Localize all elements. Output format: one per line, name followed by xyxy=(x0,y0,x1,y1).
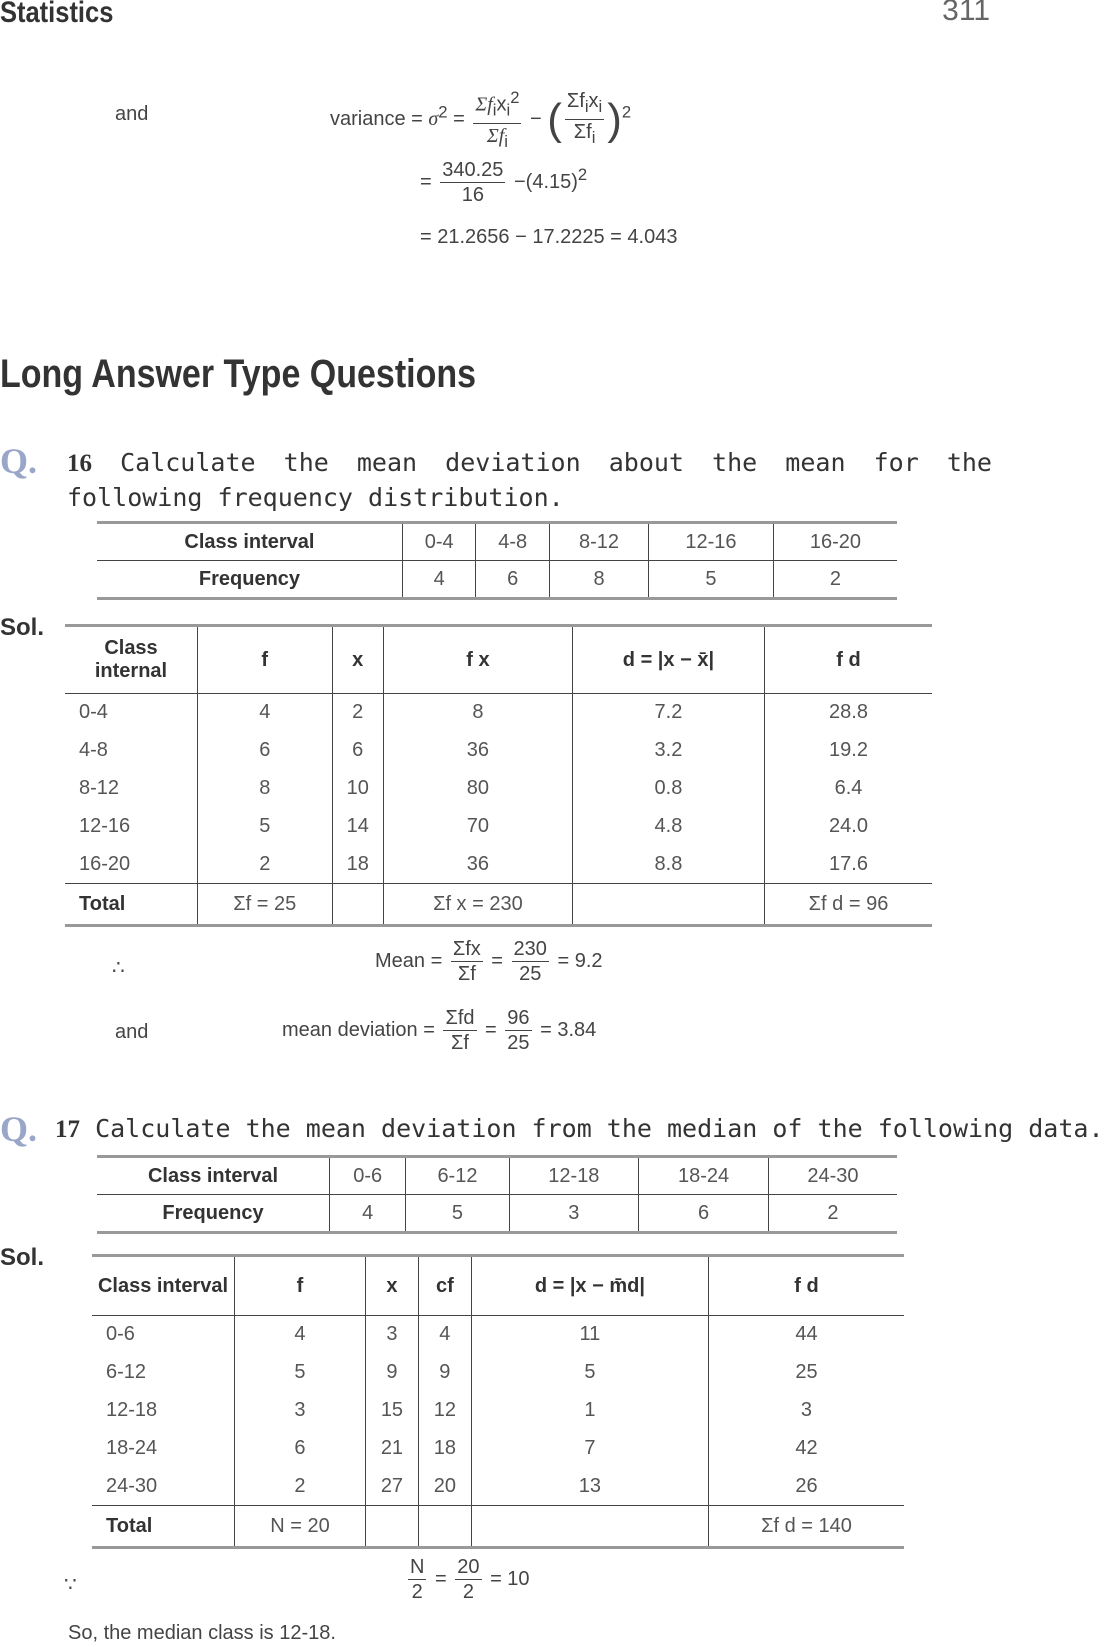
cell: 3 xyxy=(708,1392,904,1430)
cell: 6 xyxy=(235,1430,366,1468)
cell: 0.8 xyxy=(572,770,764,808)
cell: 2 xyxy=(235,1468,366,1506)
header-cell: x xyxy=(332,626,383,694)
num: 96 xyxy=(507,1007,530,1029)
question-text: Calculate the mean deviation about the mean for the following frequency distribution. xyxy=(67,448,992,512)
median-position-formula: $\frac{N}{2}$ = $\frac{20}{2}$ = 10 xyxy=(410,1556,530,1603)
md-label: mean deviation = xyxy=(282,1018,435,1041)
cell: 4 xyxy=(330,1195,406,1233)
header-cell: f d xyxy=(765,626,933,694)
total-cell xyxy=(471,1506,708,1548)
cell: 12 xyxy=(418,1392,471,1430)
median-class-text: So, the median class is 12-18. xyxy=(68,1622,336,1644)
header-cell: x xyxy=(365,1256,418,1316)
cell: 5 xyxy=(235,1354,366,1392)
q16-mark xyxy=(0,440,37,482)
q16-sol-label: Sol. xyxy=(0,614,45,641)
cell: 6 xyxy=(198,732,333,770)
table-row xyxy=(65,808,932,846)
cell: 25 xyxy=(708,1354,904,1392)
num: Σfd xyxy=(445,1007,475,1029)
cell: 8.8 xyxy=(572,846,764,884)
total-cell xyxy=(572,884,764,926)
cell: 4 xyxy=(418,1316,471,1354)
cell: 6 xyxy=(639,1195,769,1233)
cell: 1 xyxy=(471,1392,708,1430)
total-row xyxy=(65,884,932,926)
num: 230 xyxy=(513,938,547,960)
header-cell: Class internal xyxy=(94,637,168,682)
mean-result: = 9.2 xyxy=(557,949,603,972)
cell: 12-16 xyxy=(649,523,774,561)
cell: 19.2 xyxy=(765,732,933,770)
total-cell xyxy=(418,1506,471,1548)
cell: 2 xyxy=(332,694,383,732)
cell: 6 xyxy=(332,732,383,770)
den: 16 xyxy=(461,184,484,206)
den: 25 xyxy=(507,1032,530,1054)
q-number: 17 xyxy=(55,1116,80,1143)
total-cell: Σf = 25 xyxy=(198,884,333,926)
cell: 8 xyxy=(198,770,333,808)
header-cell: cf xyxy=(418,1256,471,1316)
header-cell: f xyxy=(198,626,333,694)
cell: 18-24 xyxy=(639,1157,769,1195)
cell: 5 xyxy=(649,561,774,599)
page-number: 311 xyxy=(942,0,990,27)
cell: 12-16 xyxy=(79,815,131,837)
header-cell: d = |x − x̄| xyxy=(572,626,764,694)
q16-solution-table xyxy=(65,624,932,927)
q16-data-table xyxy=(97,521,897,600)
q17-text xyxy=(55,1114,1104,1144)
cell: 12-18 xyxy=(509,1157,639,1195)
den: 2 xyxy=(411,1581,423,1603)
variance-label: variance = xyxy=(330,108,423,131)
question-text: Calculate the mean deviation from the median of the following data. xyxy=(95,1114,1104,1143)
total-cell: Σf x = 230 xyxy=(383,884,572,926)
cell: 4 xyxy=(235,1316,366,1354)
cell: 18-24 xyxy=(106,1437,158,1459)
cell: 8-12 xyxy=(549,523,648,561)
table-row xyxy=(92,1316,904,1354)
variance-formula: variance = $\sigma^2$ = $\frac{\Sigma f_ix_i^2}{\Sigma f_i}$ − ( $\frac{\Sigma f_ix_i}{\Sigma f_i}$ )$^2$ xyxy=(330,88,632,151)
variance-line3: = 21.2656 − 17.2225 = 4.043 xyxy=(420,226,678,248)
cell: 24.0 xyxy=(765,808,933,846)
cell: 8-12 xyxy=(79,777,120,799)
cell: 20 xyxy=(418,1468,471,1506)
cell: 8 xyxy=(549,561,648,599)
q-mark: Q. xyxy=(0,441,38,481)
num: N xyxy=(410,1556,425,1578)
header-cell: Class interval xyxy=(184,530,315,553)
section-title: Long Answer Type Questions xyxy=(0,352,477,396)
rest: −(4.15) xyxy=(513,170,578,193)
cell: 2 xyxy=(773,561,897,599)
den: Σf xyxy=(486,124,505,147)
table-row xyxy=(92,1430,904,1468)
q16-text xyxy=(67,446,992,515)
cell: 7 xyxy=(471,1430,708,1468)
q17-solution-table xyxy=(92,1254,904,1549)
cell: 11 xyxy=(471,1316,708,1354)
table-row xyxy=(92,1354,904,1392)
cell: 5 xyxy=(198,808,333,846)
cell: 3 xyxy=(235,1392,366,1430)
cell: 3 xyxy=(509,1195,639,1233)
and-label-2: and xyxy=(115,1021,149,1043)
cell: 4 xyxy=(198,694,333,732)
total-cell: N = 20 xyxy=(235,1506,366,1548)
cell: 4-8 xyxy=(79,739,108,761)
header-cell: f d xyxy=(708,1256,904,1316)
cell: 10 xyxy=(332,770,383,808)
cell: 2 xyxy=(198,846,333,884)
num: Σfx xyxy=(452,938,481,960)
den: 25 xyxy=(519,963,542,985)
cell: 4-8 xyxy=(476,523,550,561)
cell: 36 xyxy=(383,732,572,770)
table-row xyxy=(65,694,932,732)
total-cell: Σf d = 140 xyxy=(708,1506,904,1548)
den: 2 xyxy=(462,1581,474,1603)
cell: 24-30 xyxy=(768,1157,897,1195)
cell: 18 xyxy=(332,846,383,884)
total-cell xyxy=(332,884,383,926)
cell: 2 xyxy=(768,1195,897,1233)
cell: 9 xyxy=(365,1354,418,1392)
header-cell: f xyxy=(235,1256,366,1316)
num: 340.25 xyxy=(442,159,504,181)
cell: 8 xyxy=(383,694,572,732)
variance-line2: = $\frac{340.25}{16}$ $-(4.15)^2$ xyxy=(420,159,588,206)
cell: 18 xyxy=(418,1430,471,1468)
cell: 0-4 xyxy=(79,701,108,724)
den: Σf xyxy=(457,963,476,985)
cell: 6-12 xyxy=(106,1361,147,1383)
cell: 21 xyxy=(365,1430,418,1468)
cell: 14 xyxy=(332,808,383,846)
cell: 5 xyxy=(406,1195,509,1233)
cell: 12-18 xyxy=(106,1399,158,1421)
and-label: and xyxy=(115,103,149,125)
table-row xyxy=(92,1392,904,1430)
md-result: = 3.84 xyxy=(540,1018,597,1041)
cell: 16-20 xyxy=(79,852,131,875)
total-cell xyxy=(365,1506,418,1548)
because-symbol: ∵ xyxy=(64,1574,77,1596)
total-cell: Σf d = 96 xyxy=(765,884,933,926)
cell: 7.2 xyxy=(572,694,764,732)
total-cell: Total xyxy=(79,892,126,915)
total-row xyxy=(92,1506,904,1548)
cell: 17.6 xyxy=(765,846,933,884)
q17-data-table xyxy=(97,1155,897,1234)
q-mark: Q. xyxy=(0,1109,38,1149)
header-cell: Class interval xyxy=(97,1274,229,1297)
header-cell: Class interval xyxy=(147,1164,279,1187)
total-cell: Total xyxy=(106,1514,153,1537)
cell: 24-30 xyxy=(106,1474,158,1497)
therefore-symbol: ∴ xyxy=(112,957,125,979)
q17-mark xyxy=(0,1108,37,1150)
result: = 10 xyxy=(490,1567,530,1590)
table-row xyxy=(65,770,932,808)
cell: 4 xyxy=(402,561,476,599)
q17-sol-label: Sol. xyxy=(0,1244,45,1271)
cell: 5 xyxy=(471,1354,708,1392)
cell: 28.8 xyxy=(765,694,933,732)
sigma: σ xyxy=(428,108,439,131)
header-cell: Frequency xyxy=(162,1201,264,1224)
cell: 6.4 xyxy=(765,770,933,808)
mean-formula: Mean = $\frac{\text{Σfx}}{\Sigma f}$ = $\frac{230}{25}$ = 9.2 xyxy=(375,938,603,985)
chapter-header: Statistics xyxy=(0,0,114,29)
table-row xyxy=(92,1468,904,1506)
cell: 36 xyxy=(383,846,572,884)
mean-deviation-formula: mean deviation = $\frac{\text{Σfd}}{\Sigma f}$ = $\frac{96}{25}$ = 3.84 xyxy=(282,1007,597,1054)
cell: 4.8 xyxy=(572,808,764,846)
cell: 26 xyxy=(708,1468,904,1506)
header-cell: f x xyxy=(383,626,572,694)
mean-label: Mean = xyxy=(375,949,443,972)
cell: 80 xyxy=(383,770,572,808)
cell: 9 xyxy=(418,1354,471,1392)
cell: 16-20 xyxy=(773,523,897,561)
den: Σf xyxy=(451,1032,469,1054)
cell: 15 xyxy=(365,1392,418,1430)
cell: 13 xyxy=(471,1468,708,1506)
cell: 27 xyxy=(365,1468,418,1506)
q-number: 16 xyxy=(67,450,92,477)
num: 20 xyxy=(457,1556,480,1578)
num: Σf xyxy=(475,93,493,116)
cell: 0-4 xyxy=(402,523,476,561)
cell: 44 xyxy=(708,1316,904,1354)
cell: 42 xyxy=(708,1430,904,1468)
cell: 3.2 xyxy=(572,732,764,770)
header-cell: Frequency xyxy=(198,567,301,590)
header-cell: d = |x − m̄d| xyxy=(471,1256,708,1316)
cell: 0-6 xyxy=(106,1323,135,1346)
cell: 70 xyxy=(383,808,572,846)
table-row xyxy=(65,846,932,884)
table-row xyxy=(65,732,932,770)
cell: 6-12 xyxy=(406,1157,509,1195)
cell: 3 xyxy=(365,1316,418,1354)
cell: 6 xyxy=(476,561,550,599)
cell: 0-6 xyxy=(330,1157,406,1195)
